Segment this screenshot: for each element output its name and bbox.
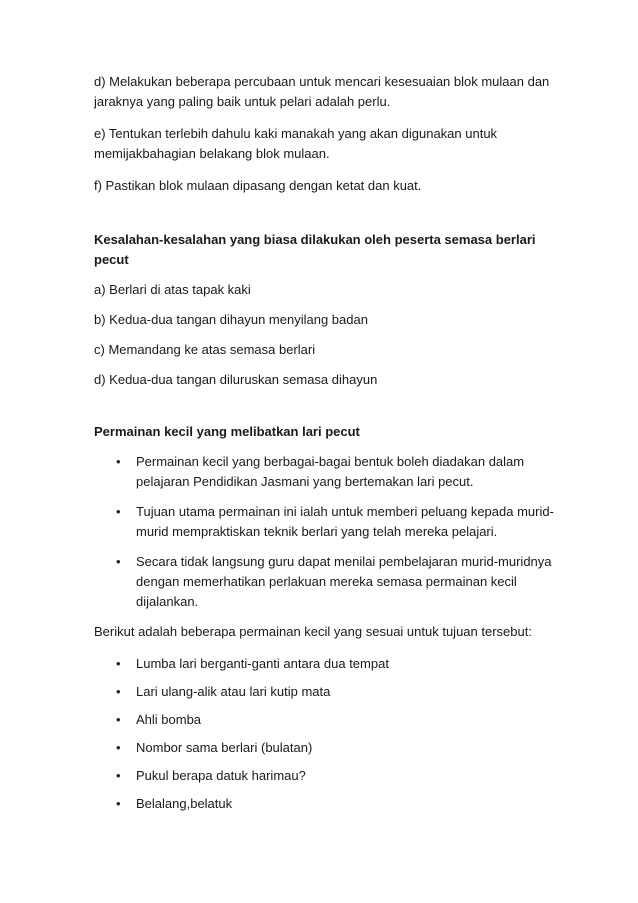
step-e-paragraph: e) Tentukan terlebih dahulu kaki manakah yang akan digunakan untuk memijakbahagian belakang blok mulaan. <box>94 126 498 161</box>
list-item-text: Nombor sama berlari (bulatan) <box>136 740 313 755</box>
games-points-list <box>94 452 554 612</box>
list-item <box>94 766 554 786</box>
mistake-item: b) Kedua-dua tangan dihayun menyilang badan <box>94 312 368 327</box>
list-item <box>94 654 554 674</box>
bullet-icon: • <box>116 684 121 699</box>
step-f-paragraph: f) Pastikan blok mulaan dipasang dengan ketat dan kuat. <box>94 178 422 193</box>
list-item <box>94 452 554 492</box>
list-item-text: Tujuan utama permainan ini ialah untuk memberi peluang kepada murid-murid mempraktiskan teknik berlari yang telah mereka pelajari. <box>136 504 554 539</box>
bullet-icon: • <box>116 656 121 671</box>
bullet-icon: • <box>116 554 121 569</box>
games-list <box>94 654 554 814</box>
list-item-text: Ahli bomba <box>136 712 202 727</box>
bullet-icon: • <box>116 504 121 519</box>
list-item <box>94 738 554 758</box>
mistake-item: a) Berlari di atas tapak kaki <box>94 282 251 297</box>
section-spacer <box>94 208 554 230</box>
bullet-icon: • <box>116 454 121 469</box>
list-item-text: Secara tidak langsung guru dapat menilai pembelajaran murid-muridnya dengan memerhatikan perlakuan mereka semasa permainan kecil dijalankan. <box>136 554 552 609</box>
games-intro: Berikut adalah beberapa permainan kecil yang sesuai untuk tujuan tersebut: <box>94 624 532 639</box>
mistakes-heading: Kesalahan-kesalahan yang biasa dilakukan oleh peserta semasa berlari pecut <box>94 232 536 267</box>
list-item-text: Belalang,belatuk <box>136 796 233 811</box>
list-item <box>94 552 554 612</box>
list-item-text: Permainan kecil yang berbagai-bagai bentuk boleh diadakan dalam pelajaran Pendidikan Jasmani yang bertemakan lari pecut. <box>136 454 525 489</box>
list-item <box>94 710 554 730</box>
mistake-item: d) Kedua-dua tangan diluruskan semasa dihayun <box>94 372 378 387</box>
bullet-icon: • <box>116 712 121 727</box>
mistake-item: c) Memandang ke atas semasa berlari <box>94 342 316 357</box>
document-page <box>94 72 554 822</box>
list-item-text: Pukul berapa datuk harimau? <box>136 768 306 783</box>
list-item-text: Lari ulang-alik atau lari kutip mata <box>136 684 331 699</box>
list-item <box>94 682 554 702</box>
games-heading: Permainan kecil yang melibatkan lari pecut <box>94 424 360 439</box>
bullet-icon: • <box>116 796 121 811</box>
list-item <box>94 794 554 814</box>
bullet-icon: • <box>116 768 121 783</box>
list-item <box>94 502 554 542</box>
step-d-paragraph: d) Melakukan beberapa percubaan untuk mencari kesesuaian blok mulaan dan jaraknya yang paling baik untuk pelari adalah perlu. <box>94 74 550 109</box>
list-item-text: Lumba lari berganti-ganti antara dua tempat <box>136 656 389 671</box>
section-spacer <box>94 400 554 422</box>
bullet-icon: • <box>116 740 121 755</box>
